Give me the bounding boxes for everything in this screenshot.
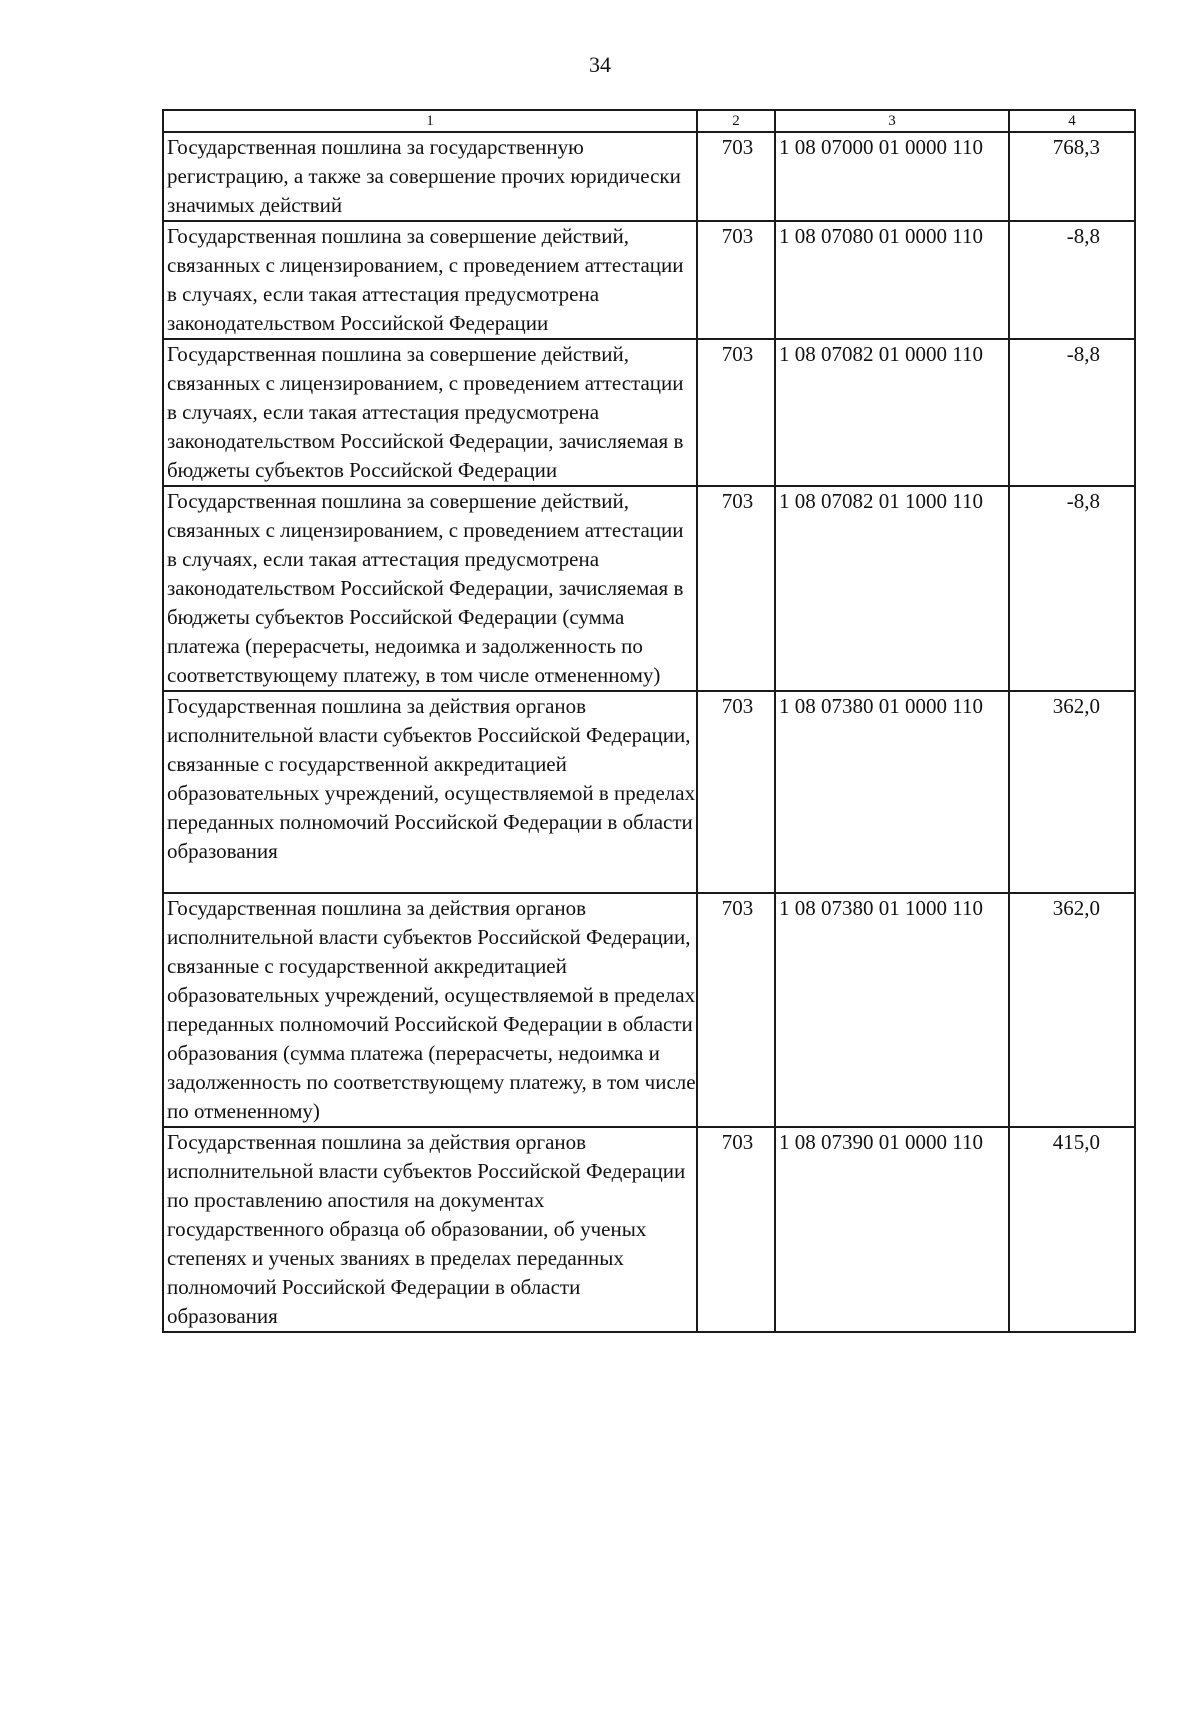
table-header-row xyxy=(163,110,1135,132)
row-admin-code: 703 xyxy=(697,339,775,486)
row-name: Государственная пошлина за совершение действий, связанных с лицензированием, с проведением аттестации в случаях, если такая аттестация предусмотрена законодательством Российской Федерации, зачисляемая в бюджеты субъектов Российской Федерации xyxy=(163,339,697,486)
row-admin-code: 703 xyxy=(697,486,775,691)
row-name: Государственная пошлина за действия органов исполнительной власти субъектов Российской Федерации, связанные с государственной аккредитацией образовательных учреждений, осуществляемой в пределах переданных полномочий Российской Федерации в области образования (сумма платежа (перерасчеты, недоимка и задолженность по соответствующему платежу, в том числе по отмененному) xyxy=(163,893,697,1127)
row-name: Государственная пошлина за совершение действий, связанных с лицензированием, с проведением аттестации в случаях, если такая аттестация предусмотрена законодательством Российской Федерации xyxy=(163,221,697,339)
row-budget-code: 1 08 07380 01 0000 110 xyxy=(775,691,1009,893)
row-amount: -8,8 xyxy=(1009,486,1135,691)
row-amount: 768,3 xyxy=(1009,132,1135,221)
row-admin-code: 703 xyxy=(697,221,775,339)
header-col-4: 4 xyxy=(1009,110,1135,132)
row-admin-code: 703 xyxy=(697,132,775,221)
header-col-2: 2 xyxy=(697,110,775,132)
row-amount: 415,0 xyxy=(1009,1127,1135,1332)
row-admin-code: 703 xyxy=(697,691,775,893)
revenue-table xyxy=(162,109,1136,1333)
table-row xyxy=(163,486,1135,691)
row-budget-code: 1 08 07082 01 0000 110 xyxy=(775,339,1009,486)
row-budget-code: 1 08 07080 01 0000 110 xyxy=(775,221,1009,339)
header-col-3: 3 xyxy=(775,110,1009,132)
table-row xyxy=(163,691,1135,893)
row-name: Государственная пошлина за совершение действий, связанных с лицензированием, с проведением аттестации в случаях, если такая аттестация предусмотрена законодательством Российской Федерации, зачисляемая в бюджеты субъектов Российской Федерации (сумма платежа (перерасчеты, недоимка и задолженность по соответствующему платежу, в том числе отмененному) xyxy=(163,486,697,691)
table-row xyxy=(163,339,1135,486)
page-number: 34 xyxy=(589,52,611,77)
row-admin-code: 703 xyxy=(697,893,775,1127)
table-row xyxy=(163,132,1135,221)
row-name: Государственная пошлина за действия органов исполнительной власти субъектов Российской Федерации, связанные с государственной аккредитацией образовательных учреждений, осуществляемой в пределах переданных полномочий Российской Федерации в области образования xyxy=(163,691,697,893)
row-budget-code: 1 08 07000 01 0000 110 xyxy=(775,132,1009,221)
table-row xyxy=(163,1127,1135,1332)
row-amount: 362,0 xyxy=(1009,893,1135,1127)
header-col-1: 1 xyxy=(163,110,697,132)
row-amount: -8,8 xyxy=(1009,339,1135,486)
row-budget-code: 1 08 07390 01 0000 110 xyxy=(775,1127,1009,1332)
table-row xyxy=(163,221,1135,339)
row-amount: 362,0 xyxy=(1009,691,1135,893)
row-admin-code: 703 xyxy=(697,1127,775,1332)
row-name: Государственная пошлина за государственную регистрацию, а также за совершение прочих юридически значимых действий xyxy=(163,132,697,221)
row-budget-code: 1 08 07082 01 1000 110 xyxy=(775,486,1009,691)
table-row xyxy=(163,893,1135,1127)
row-budget-code: 1 08 07380 01 1000 110 xyxy=(775,893,1009,1127)
row-amount: -8,8 xyxy=(1009,221,1135,339)
row-name: Государственная пошлина за действия органов исполнительной власти субъектов Российской Федерации по проставлению апостиля на документах государственного образца об образовании, об ученых степенях и ученых званиях в пределах переданных полномочий Российской Федерации в области образования xyxy=(163,1127,697,1332)
